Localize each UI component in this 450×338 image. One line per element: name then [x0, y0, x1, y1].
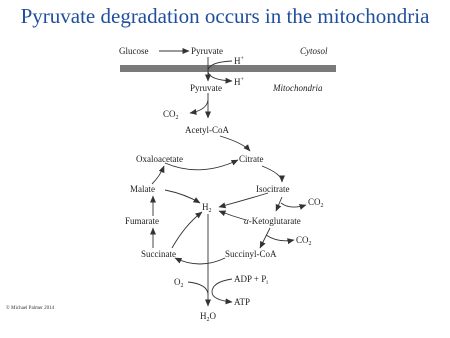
- succinate-h2-arrow: [172, 212, 202, 248]
- o2-label: $O_2$: [174, 277, 184, 289]
- copyright-notice: © Michael Palmer 2014: [6, 306, 55, 311]
- co2-label-2: $CO_2$: [308, 197, 324, 209]
- co2-release-curve-1: [190, 100, 208, 113]
- h2-label: $H_2$: [202, 202, 212, 214]
- h2o-label: $H_2O$: [200, 311, 216, 323]
- h-plus-inner-label: H+: [234, 77, 244, 87]
- adp-to-atp-curve: [212, 279, 232, 302]
- fumarate-label: Fumarate: [125, 216, 159, 226]
- isocitrate-h2-arrow: [219, 193, 268, 207]
- isocitrate-to-ketoglutarate-arrow: [276, 197, 282, 211]
- proton-out-curve: [208, 72, 232, 81]
- ketoglutarate-h2-arrow: [219, 211, 246, 220]
- pyruvate-mito-label: Pyruvate: [190, 83, 222, 93]
- acetylcoa-to-citrate-arrow: [220, 136, 250, 151]
- page-title: Pyruvate degradation occurs in the mitochondria: [20, 4, 430, 28]
- ketoglutarate-to-succinylcoa-arrow: [260, 228, 270, 248]
- co2-release-curve-2: [281, 203, 306, 207]
- citrate-label: Citrate: [239, 154, 264, 164]
- atp-label: ATP: [234, 297, 251, 307]
- succinate-label: Succinate: [141, 249, 176, 259]
- glucose-label: Glucose: [119, 46, 149, 56]
- co2-label-3: $CO_2$: [296, 235, 312, 247]
- malate-h2-arrow: [165, 190, 200, 203]
- o2-input-curve: [188, 282, 208, 294]
- h-plus-outer-label: H+: [234, 56, 244, 66]
- co2-label-1: $CO_2$: [163, 109, 179, 121]
- alpha-ketoglutarate-label: α-Ketoglutarate: [244, 216, 301, 226]
- adp-pi-label: ADP + $P_i$: [234, 274, 268, 286]
- succinyl-coa-label: Succinyl-CoA: [225, 249, 277, 259]
- malate-label: Malate: [130, 184, 155, 194]
- citrate-to-isocitrate-arrow: [262, 166, 282, 182]
- oxaloacetate-label: Oxaloacetate: [136, 154, 183, 164]
- cytosol-label: Cytosol: [300, 46, 328, 56]
- malate-to-oxaloacetate-arrow: [152, 166, 164, 184]
- succinylcoa-to-succinate-arrow: [175, 258, 225, 264]
- mitochondria-label: Mitochondria: [273, 83, 323, 93]
- co2-release-curve-3: [266, 235, 294, 241]
- acetyl-coa-label: Acetyl-CoA: [185, 125, 229, 135]
- isocitrate-label: Isocitrate: [256, 184, 290, 194]
- mitochondrial-membrane: [120, 65, 336, 72]
- pyruvate-cytosol-label: Pyruvate: [191, 46, 223, 56]
